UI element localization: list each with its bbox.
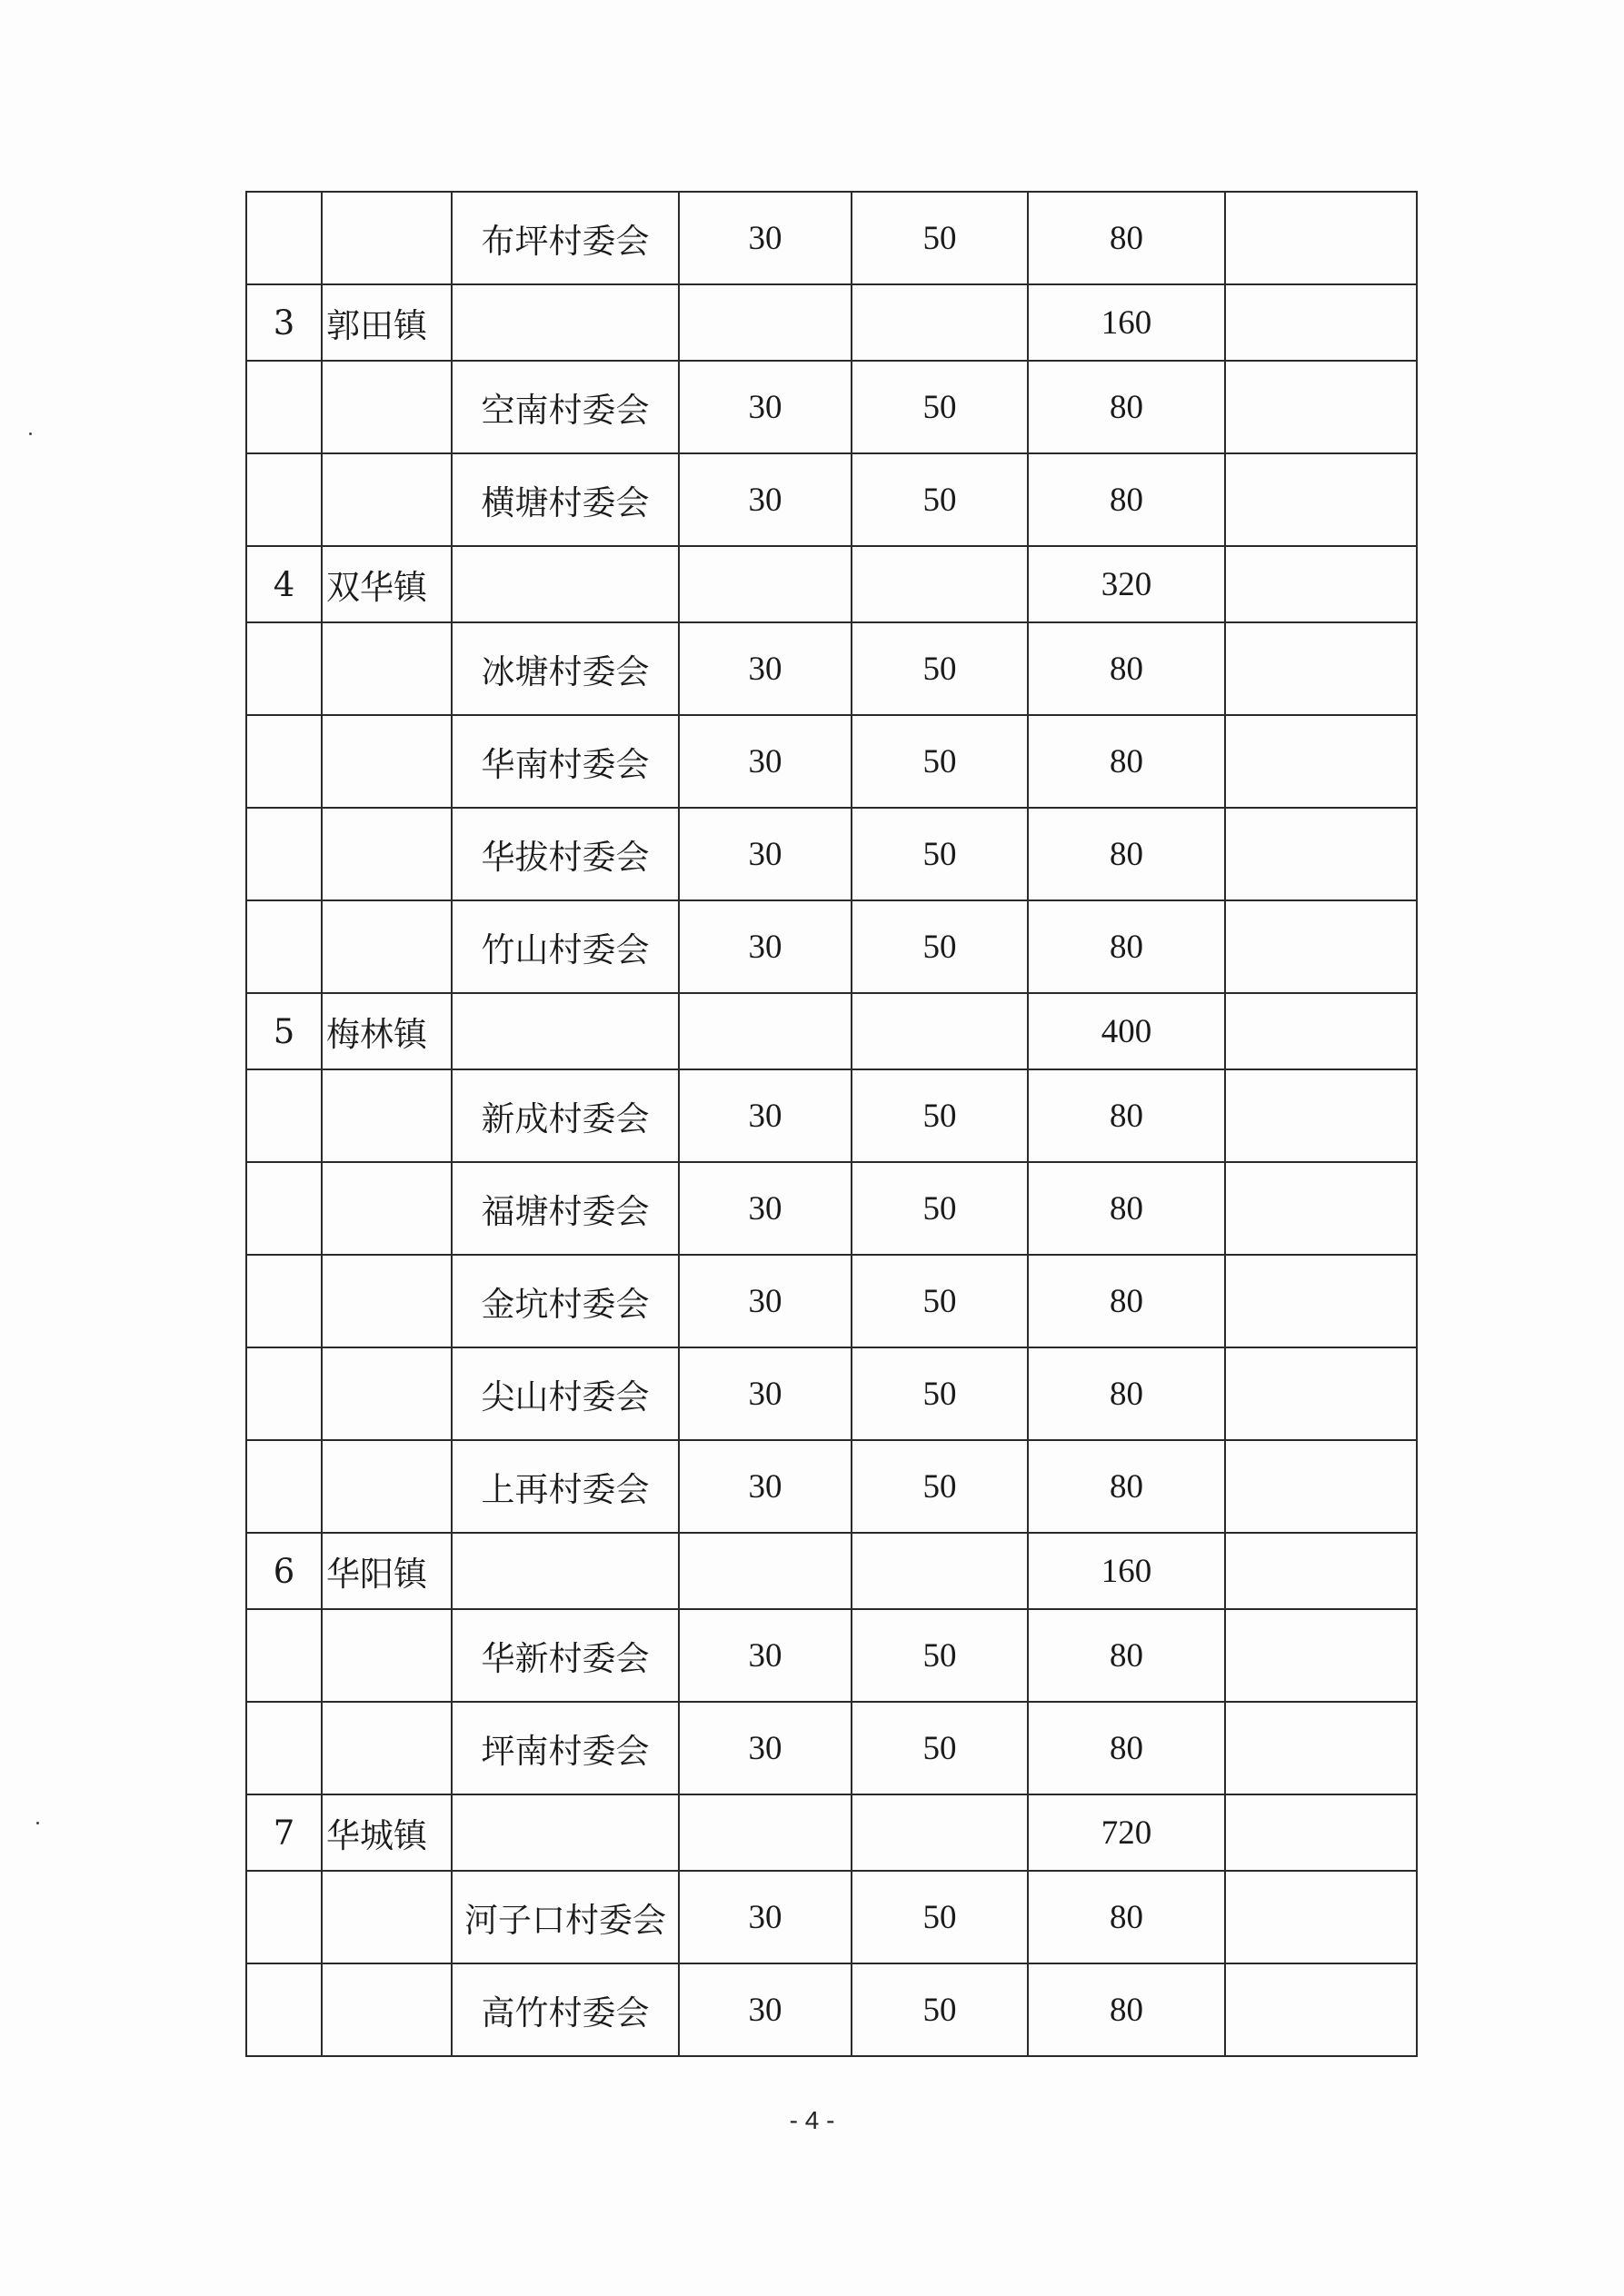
- village-total: 80: [1028, 1162, 1225, 1255]
- remarks: [1225, 284, 1417, 361]
- scan-speck: [29, 432, 32, 435]
- village-total: 80: [1028, 1440, 1225, 1533]
- village-total: 80: [1028, 900, 1225, 993]
- village-name: 华南村委会: [452, 715, 679, 808]
- amount-a: 30: [679, 1702, 852, 1794]
- village-name: 尖山村委会: [452, 1347, 679, 1440]
- amount-a-empty: [679, 546, 852, 622]
- row-number-empty: [246, 622, 322, 715]
- amount-b: 50: [852, 1702, 1028, 1794]
- remarks: [1225, 192, 1417, 284]
- village-total: 80: [1028, 1871, 1225, 1963]
- town-name: 梅林镇: [322, 993, 452, 1069]
- remarks: [1225, 1609, 1417, 1702]
- amount-a: 30: [679, 622, 852, 715]
- amount-b: 50: [852, 453, 1028, 546]
- amount-b: 50: [852, 1347, 1028, 1440]
- remarks: [1225, 993, 1417, 1069]
- amount-b-empty: [852, 284, 1028, 361]
- village-name: 河子口村委会: [452, 1871, 679, 1963]
- remarks: [1225, 1963, 1417, 2056]
- row-number: 4: [246, 546, 322, 622]
- remarks: [1225, 546, 1417, 622]
- scan-speck: [36, 1822, 39, 1824]
- amount-a: 30: [679, 715, 852, 808]
- amount-b: 50: [852, 715, 1028, 808]
- village-row: [246, 1871, 1417, 1963]
- village-name: 新成村委会: [452, 1069, 679, 1162]
- town-name: 华城镇: [322, 1794, 452, 1871]
- village-row: [246, 361, 1417, 453]
- town-name-empty: [322, 1871, 452, 1963]
- row-number-empty: [246, 1963, 322, 2056]
- amount-b-empty: [852, 1533, 1028, 1609]
- remarks: [1225, 1255, 1417, 1347]
- village-row: [246, 192, 1417, 284]
- amount-a: 30: [679, 808, 852, 900]
- remarks: [1225, 900, 1417, 993]
- village-name: 空南村委会: [452, 361, 679, 453]
- amount-b: 50: [852, 1440, 1028, 1533]
- remarks: [1225, 361, 1417, 453]
- row-number-empty: [246, 1440, 322, 1533]
- amount-a: 30: [679, 1871, 852, 1963]
- village-row: [246, 1440, 1417, 1533]
- town-name-empty: [322, 1255, 452, 1347]
- allocation-table: [245, 191, 1418, 2057]
- amount-b-empty: [852, 546, 1028, 622]
- village-row: [246, 808, 1417, 900]
- village-name-empty: [452, 1533, 679, 1609]
- remarks: [1225, 1162, 1417, 1255]
- village-name-empty: [452, 284, 679, 361]
- amount-b: 50: [852, 1162, 1028, 1255]
- town-total: 160: [1028, 1533, 1225, 1609]
- amount-b: 50: [852, 1255, 1028, 1347]
- row-number-empty: [246, 808, 322, 900]
- amount-a-empty: [679, 1533, 852, 1609]
- remarks: [1225, 808, 1417, 900]
- row-number: 5: [246, 993, 322, 1069]
- amount-a: 30: [679, 361, 852, 453]
- village-name: 上再村委会: [452, 1440, 679, 1533]
- amount-a: 30: [679, 1609, 852, 1702]
- remarks: [1225, 622, 1417, 715]
- village-total: 80: [1028, 715, 1225, 808]
- village-row: [246, 1347, 1417, 1440]
- amount-b-empty: [852, 1794, 1028, 1871]
- village-row: [246, 453, 1417, 546]
- village-name-empty: [452, 1794, 679, 1871]
- amount-a: 30: [679, 1162, 852, 1255]
- village-name: 冰塘村委会: [452, 622, 679, 715]
- remarks: [1225, 1702, 1417, 1794]
- town-name-empty: [322, 1440, 452, 1533]
- amount-b: 50: [852, 1963, 1028, 2056]
- town-total: 160: [1028, 284, 1225, 361]
- village-row: [246, 715, 1417, 808]
- village-total: 80: [1028, 808, 1225, 900]
- town-total: 720: [1028, 1794, 1225, 1871]
- village-total: 80: [1028, 1347, 1225, 1440]
- amount-b: 50: [852, 192, 1028, 284]
- row-number-empty: [246, 192, 322, 284]
- row-number-empty: [246, 1162, 322, 1255]
- remarks: [1225, 1347, 1417, 1440]
- town-name-empty: [322, 808, 452, 900]
- row-number-empty: [246, 1609, 322, 1702]
- village-name: 华新村委会: [452, 1609, 679, 1702]
- row-number: 6: [246, 1533, 322, 1609]
- town-name: 华阳镇: [322, 1533, 452, 1609]
- remarks: [1225, 715, 1417, 808]
- amount-a-empty: [679, 1794, 852, 1871]
- village-name: 福塘村委会: [452, 1162, 679, 1255]
- town-name-empty: [322, 1609, 452, 1702]
- town-name-empty: [322, 192, 452, 284]
- village-total: 80: [1028, 361, 1225, 453]
- remarks: [1225, 1871, 1417, 1963]
- village-row: [246, 1609, 1417, 1702]
- row-number-empty: [246, 1871, 322, 1963]
- amount-b: 50: [852, 361, 1028, 453]
- town-name-empty: [322, 453, 452, 546]
- amount-b: 50: [852, 808, 1028, 900]
- amount-a: 30: [679, 1440, 852, 1533]
- village-total: 80: [1028, 1702, 1225, 1794]
- town-row: [246, 1533, 1417, 1609]
- town-name-empty: [322, 622, 452, 715]
- village-name: 金坑村委会: [452, 1255, 679, 1347]
- row-number-empty: [246, 900, 322, 993]
- village-name: 布坪村委会: [452, 192, 679, 284]
- row-number-empty: [246, 361, 322, 453]
- town-name: 郭田镇: [322, 284, 452, 361]
- row-number-empty: [246, 1255, 322, 1347]
- amount-b: 50: [852, 1609, 1028, 1702]
- table-body: [246, 192, 1417, 2056]
- village-total: 80: [1028, 192, 1225, 284]
- amount-a: 30: [679, 1347, 852, 1440]
- village-row: [246, 1069, 1417, 1162]
- town-name: 双华镇: [322, 546, 452, 622]
- town-name-empty: [322, 1963, 452, 2056]
- remarks: [1225, 1069, 1417, 1162]
- village-row: [246, 1162, 1417, 1255]
- amount-a: 30: [679, 900, 852, 993]
- remarks: [1225, 1440, 1417, 1533]
- amount-b: 50: [852, 1069, 1028, 1162]
- village-name-empty: [452, 993, 679, 1069]
- page-number: - 4 -: [789, 2106, 835, 2134]
- village-row: [246, 1702, 1417, 1794]
- town-name-empty: [322, 715, 452, 808]
- amount-a-empty: [679, 993, 852, 1069]
- village-total: 80: [1028, 1963, 1225, 2056]
- amount-a: 30: [679, 453, 852, 546]
- town-row: [246, 1794, 1417, 1871]
- village-total: 80: [1028, 1609, 1225, 1702]
- village-total: 80: [1028, 453, 1225, 546]
- row-number: 7: [246, 1794, 322, 1871]
- town-name-empty: [322, 361, 452, 453]
- village-row: [246, 1963, 1417, 2056]
- town-name-empty: [322, 1069, 452, 1162]
- amount-b: 50: [852, 1871, 1028, 1963]
- amount-a: 30: [679, 1255, 852, 1347]
- amount-a: 30: [679, 192, 852, 284]
- remarks: [1225, 1533, 1417, 1609]
- row-number-empty: [246, 453, 322, 546]
- village-row: [246, 900, 1417, 993]
- row-number-empty: [246, 1347, 322, 1440]
- amount-a: 30: [679, 1069, 852, 1162]
- town-row: [246, 546, 1417, 622]
- row-number: 3: [246, 284, 322, 361]
- remarks: [1225, 453, 1417, 546]
- village-name-empty: [452, 546, 679, 622]
- amount-a-empty: [679, 284, 852, 361]
- village-row: [246, 622, 1417, 715]
- amount-b: 50: [852, 900, 1028, 993]
- village-total: 80: [1028, 1255, 1225, 1347]
- row-number-empty: [246, 1069, 322, 1162]
- amount-b: 50: [852, 622, 1028, 715]
- remarks: [1225, 1794, 1417, 1871]
- town-total: 400: [1028, 993, 1225, 1069]
- town-name-empty: [322, 1162, 452, 1255]
- town-total: 320: [1028, 546, 1225, 622]
- village-total: 80: [1028, 622, 1225, 715]
- town-row: [246, 284, 1417, 361]
- village-name: 坪南村委会: [452, 1702, 679, 1794]
- village-name: 横塘村委会: [452, 453, 679, 546]
- village-total: 80: [1028, 1069, 1225, 1162]
- amount-a: 30: [679, 1963, 852, 2056]
- town-name-empty: [322, 900, 452, 993]
- row-number-empty: [246, 1702, 322, 1794]
- town-name-empty: [322, 1347, 452, 1440]
- village-name: 高竹村委会: [452, 1963, 679, 2056]
- row-number-empty: [246, 715, 322, 808]
- amount-b-empty: [852, 993, 1028, 1069]
- village-row: [246, 1255, 1417, 1347]
- town-row: [246, 993, 1417, 1069]
- town-name-empty: [322, 1702, 452, 1794]
- village-name: 竹山村委会: [452, 900, 679, 993]
- village-name: 华拔村委会: [452, 808, 679, 900]
